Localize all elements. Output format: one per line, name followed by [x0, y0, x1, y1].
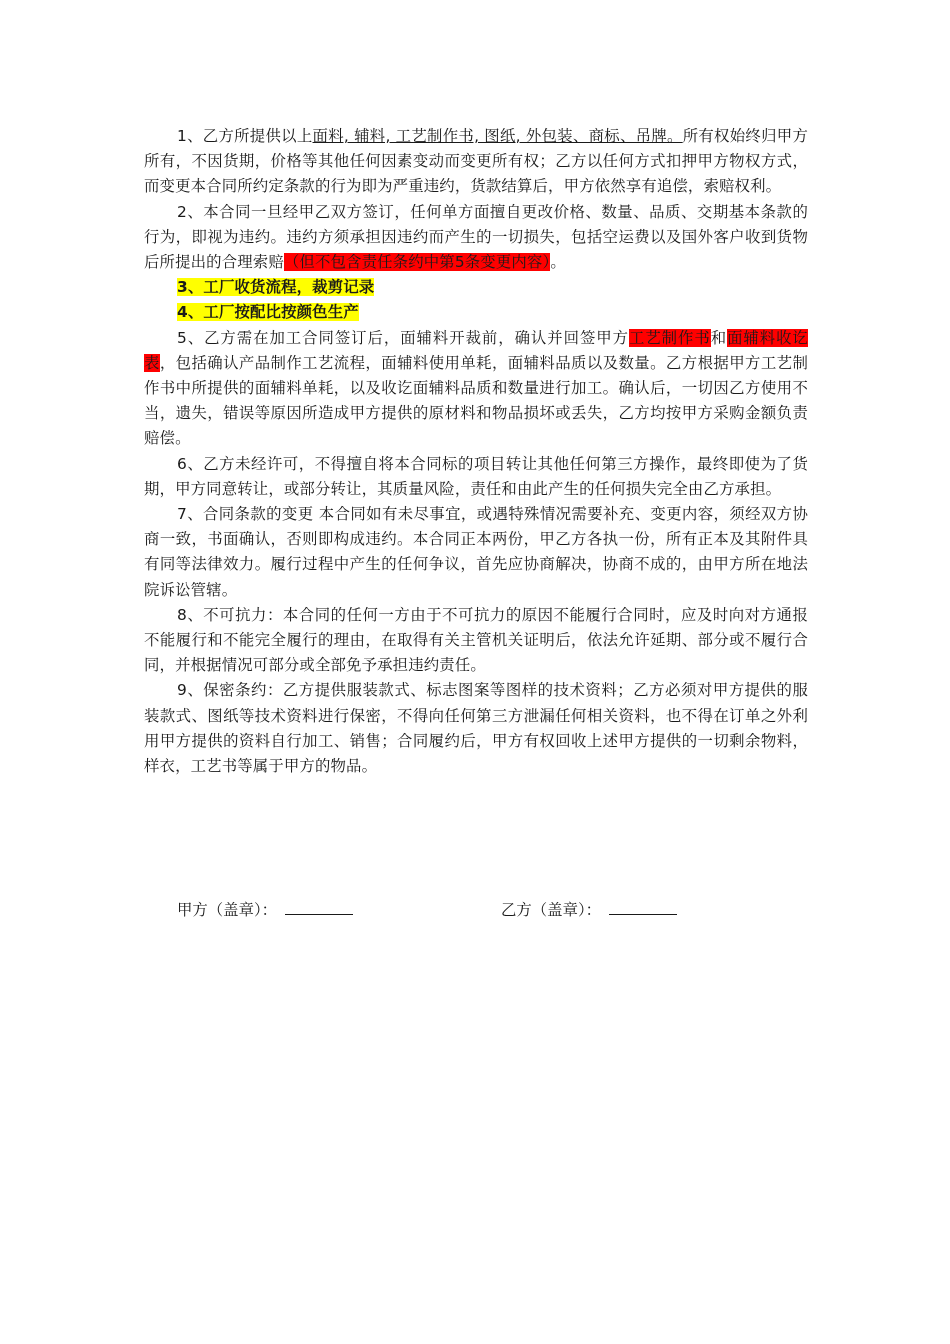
clause-4-yellow-highlight: 4、工厂按配比按颜色生产	[177, 303, 359, 322]
clause-1-materials-underlined: 面料, 辅料, 工艺制作书, 图纸, 外包装、商标、吊牌。	[312, 127, 683, 145]
clause-2-post: 。	[550, 253, 566, 272]
clause-5-mid: 和	[710, 328, 728, 347]
clause-7: 7、合同条款的变更 本合同如有未尽事宜，或遇特殊情况需要补充、变更内容，须经双方协商一致，书面确认，否则即构成违约。本合同正本两份，甲乙方各执一份，所有正本及其附件具有同等法律效力。履行过程中产生的任何争议，首先应协商解决，协商不成的，由甲方所在地法院诉讼管辖。	[144, 505, 808, 599]
clause-9: 9、保密条约：乙方提供服装款式、标志图案等图样的技术资料；乙方必须对甲方提供的服装款式、图纸等技术资料进行保密，不得向任何第三方泄漏任何相关资料，也不得在订单之外利用甲方提供的资料自行加工、销售；合同履约后，甲方有权回收上述甲方提供的一切剩余物料，样衣，工艺书等属于甲方的物品。	[144, 681, 808, 776]
clause-1	[144, 124, 808, 200]
clause-5-post: ，包括确认产品制作工艺流程，面辅料使用单耗，面辅料品质以及数量。乙方根据甲方工艺制作书中所提供的面辅料单耗，以及收讫面辅料品质和数量进行加工。确认后，一切因乙方使用不当，遗失，错误等原因所造成甲方提供的原材料和物品损坏或丢失，乙方均按甲方采购金额负责赔偿。	[144, 353, 809, 448]
party-a-signature	[177, 898, 353, 923]
clause-1-post: 所有权始终归甲方所有，不因货期，价格等其他任何因素变动而变更所有权；乙方以任何方式扣押甲方物权方式，而变更本合同所约定条款的行为即为严重违约，货款结算后，甲方依然享有追偿，索赔权利。	[144, 127, 808, 196]
clause-8: 8、不可抗力：本合同的任何一方由于不可抗力的原因不能履行合同时，应及时向对方通报不能履行和不能完全履行的理由，在取得有关主管机关证明后，依法允许延期、部分或不履行合同，并根据情况可部分或全部免予承担违约责任。	[144, 605, 808, 675]
party-a-label: 甲方（盖章）：	[177, 901, 278, 919]
clause-5-red-highlight-receipt-form: 面辅料收讫表	[144, 328, 808, 372]
clause-3-heading	[144, 275, 808, 300]
party-b-signature	[501, 898, 677, 923]
clause-2-pre: 2、本合同一旦经甲乙双方签订，任何单方面擅自更改价格、数量、品质、交期基本条款的行为，即视为违约。违约方须承担因违约而产生的一切损失，包括空运费以及国外客户收到货物后所提出的合理索赔	[144, 202, 808, 272]
party-b-signature-line	[609, 898, 677, 915]
clause-5-pre: 5、乙方需在加工合同签订后，面辅料开裁前，确认并回签甲方	[177, 328, 629, 347]
clause-3-yellow-highlight: 3、工厂收货流程，裁剪记录	[177, 278, 375, 297]
party-b-label: 乙方（盖章）：	[501, 901, 602, 919]
clause-4-heading	[144, 300, 808, 325]
clause-5	[144, 326, 808, 452]
clause-2-red-highlight: （但不包含责任条约中第5条变更内容）	[283, 253, 551, 272]
clause-1-pre: 1、乙方所提供以上	[177, 127, 313, 145]
party-a-signature-line	[285, 898, 353, 915]
signature-row	[0, 898, 950, 928]
clause-6: 6、乙方未经许可，不得擅自将本合同标的项目转让其他任何第三方操作，最终即使为了货期，甲方同意转让，或部分转让，其质量风险，责任和由此产生的任何损失完全由乙方承担。	[144, 454, 808, 498]
contract-body	[144, 124, 808, 779]
clause-5-red-highlight-craft-book: 工艺制作书	[629, 328, 711, 347]
clause-2	[144, 200, 808, 276]
